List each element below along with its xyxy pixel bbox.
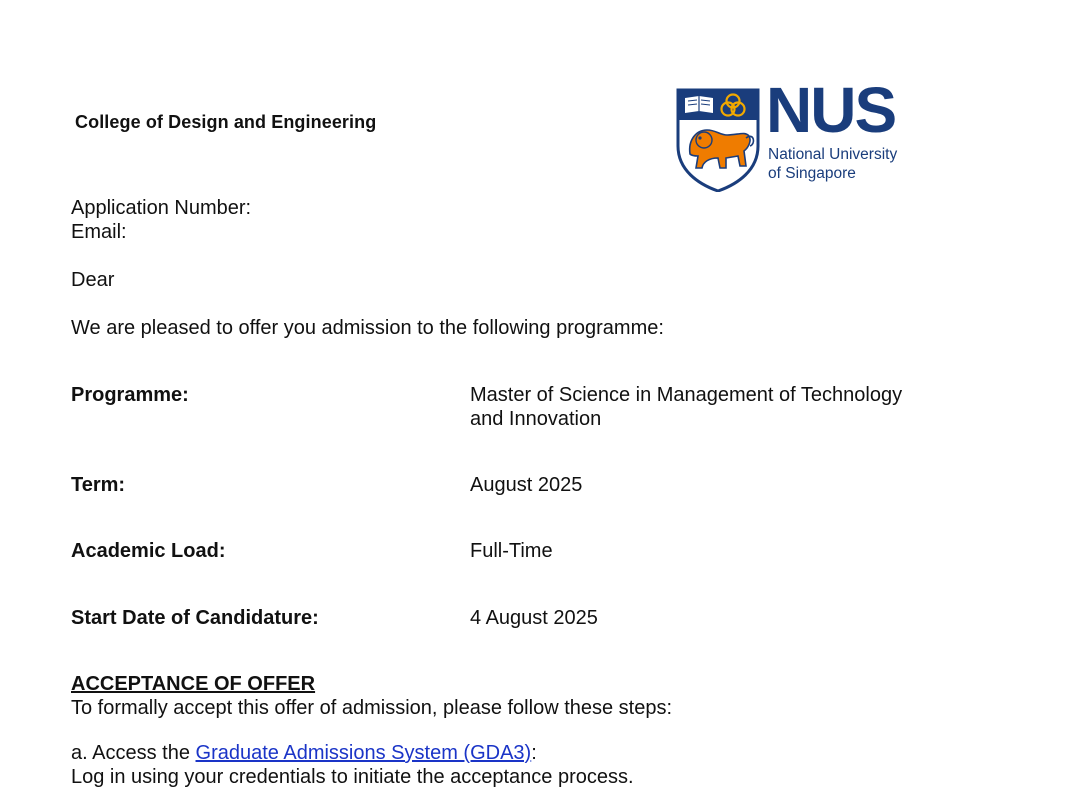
nus-crest-icon (676, 88, 760, 192)
acceptance-instructions: To formally accept this offer of admission, please follow these steps: (71, 697, 673, 719)
step-a-prefix: a. Access the (71, 742, 196, 764)
academic-load-value: Full-Time (470, 540, 553, 562)
term-value: August 2025 (470, 474, 583, 496)
start-date-label: Start Date of Candidature: (71, 607, 319, 629)
college-name: College of Design and Engineering (75, 112, 377, 132)
step-a-suffix: : (531, 742, 537, 764)
nus-logo (676, 74, 916, 198)
offer-intro: We are pleased to offer you admission to the following programme: (71, 317, 664, 339)
term-label: Term: (71, 474, 126, 496)
email-label: Email: (71, 221, 127, 243)
application-number-label: Application Number: (71, 197, 252, 219)
academic-load-label: Academic Load: (71, 540, 226, 562)
nus-subline-2: of Singapore (768, 165, 856, 182)
programme-value-line-1: Master of Science in Management of Technology (470, 384, 903, 406)
step-a (71, 741, 537, 765)
start-date-value: 4 August 2025 (470, 607, 598, 629)
salutation: Dear (71, 269, 115, 291)
nus-wordmark: NUS (766, 74, 896, 146)
step-a-detail: Log in using your credentials to initiate the acceptance process. (71, 766, 634, 788)
nus-subline-1: National University (768, 146, 898, 163)
programme-value (470, 383, 990, 431)
gda3-link[interactable]: Graduate Admissions System (GDA3) (195, 742, 532, 764)
acceptance-heading: ACCEPTANCE OF OFFER (71, 673, 316, 695)
programme-value-line-2: and Innovation (470, 408, 602, 430)
programme-label: Programme: (71, 384, 189, 406)
